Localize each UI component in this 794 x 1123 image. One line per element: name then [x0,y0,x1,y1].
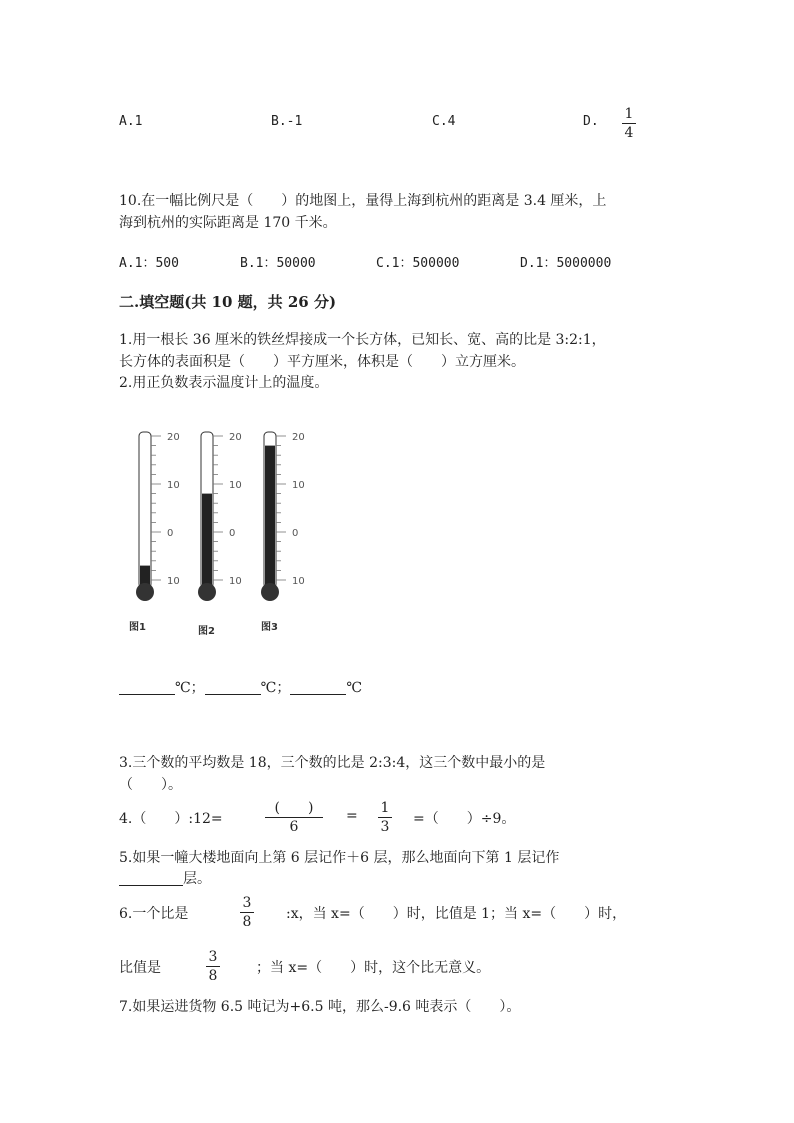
fraction-denominator: 3 [380,819,390,835]
scale-label: 0 [292,528,299,539]
fraction-bar [240,912,254,913]
f2-text: 2.用正负数表示温度计上的温度。 [119,375,329,391]
q10-option-a: A.1：500 [119,256,179,271]
f7-text: 7.如果运进货物 6.5 吨记为+6.5 吨，那么-9.6 吨表示（ ）。 [119,999,521,1015]
caption-fig2: 图2 [198,626,215,637]
f5-line1: 5.如果一幢大楼地面向上第 6 层记作＋6 层，那么地面向下第 1 层记作 [119,850,560,866]
f6-line1-rest: :x，当 x=（ ）时，比值是 1；当 x=（ ）时， [286,906,627,922]
unit-2: ℃ [260,680,277,696]
q9-option-d: D. [583,114,599,129]
q10-line2: 海到杭州的实际距离是 170 千米。 [119,215,337,231]
f6-line2-prefix: 比值是 [119,960,161,976]
scale-label: 0 [229,528,236,539]
answer-blank-3[interactable] [290,680,346,695]
fraction-numerator: 1 [380,800,390,816]
fraction-numerator: 3 [242,895,252,911]
fraction-bar [622,123,636,124]
f5-suffix: 层。 [183,871,211,887]
q10-option-b: B.1：50000 [240,256,316,271]
q10-line1: 10.在一幅比例尺是（ ）的地图上，量得上海到杭州的距离是 3.4 厘米，上 [119,193,607,209]
f4-part1: 4.（ ）:12= [119,811,223,827]
f4-fraction-1 [265,800,323,835]
scale-label: 10 [229,576,242,587]
thermometers-figure [118,420,328,635]
fraction-denominator: 8 [242,914,252,930]
f1-line2: 长方体的表面积是（ ）平方厘米，体积是（ ）立方厘米。 [119,354,525,370]
unit-1: ℃ [175,680,191,696]
scale-label: 10 [167,480,180,491]
thermometer-mercury [265,446,275,588]
f6-line2-rest: ；当 x=（ ）时，这个比无意义。 [256,960,491,976]
fraction-bar [206,966,220,967]
scale-label: 0 [167,528,174,539]
unit-3: ℃ [346,680,363,696]
q9-option-a: A.1 [119,114,143,129]
sep-1: ； [190,680,205,696]
f6-fraction-1 [240,895,254,930]
scale-label: 20 [167,432,180,443]
scale-label: 10 [292,576,305,587]
f4-equals: = [346,808,358,824]
caption-fig1: 图1 [129,622,146,633]
fraction-numerator: 3 [208,949,218,965]
scale-label: 10 [292,480,305,491]
answer-blank-2[interactable] [205,680,261,695]
thermometer-mercury [202,494,212,588]
q9-option-d-fraction [622,106,636,141]
thermometer-bulb [261,583,279,601]
thermometer-bulb [198,583,216,601]
q9-option-c: C.4 [432,114,456,129]
scale-label: 20 [292,432,305,443]
f3-line1: 3.三个数的平均数是 18，三个数的比是 2:3:4，这三个数中最小的是 [119,755,546,771]
fraction-denominator: 6 [289,819,299,835]
f6-prefix: 6.一个比是 [119,906,189,922]
q9-option-b: B.-1 [271,114,303,129]
f4-part2: =（ ）÷9。 [413,811,516,827]
q10-option-d: D.1：5000000 [520,256,612,271]
fraction-denominator: 8 [208,968,218,984]
scale-label: 10 [229,480,242,491]
f1-line1: 1.用一根长 36 厘米的铁丝焊接成一个长方体，已知长、宽、高的比是 3:2:1， [119,332,606,348]
f3-line2: （ ）。 [119,777,182,793]
scale-label: 10 [167,576,180,587]
fraction-bar [265,817,323,818]
answer-blank-1[interactable] [119,680,175,695]
f5-answer-blank[interactable] [119,871,183,886]
thermometer-group [136,432,305,601]
caption-fig3: 图3 [261,622,278,633]
f4-fraction-2 [378,800,392,835]
f6-fraction-2 [206,949,220,984]
sep-2: ； [276,680,291,696]
f2-answer-line [119,677,362,697]
thermometer-bulb [136,583,154,601]
scale-label: 20 [229,432,242,443]
fraction-bar [378,817,392,818]
fraction-numerator: 1 [624,106,634,122]
f5-line2 [119,868,211,888]
fraction-numerator: ( ) [274,800,314,816]
q10-option-c: C.1：500000 [376,256,460,271]
section-title: 二.填空题(共 10 题，共 26 分) [119,293,337,311]
thermometer-tube [139,432,151,588]
fraction-denominator: 4 [624,125,634,141]
